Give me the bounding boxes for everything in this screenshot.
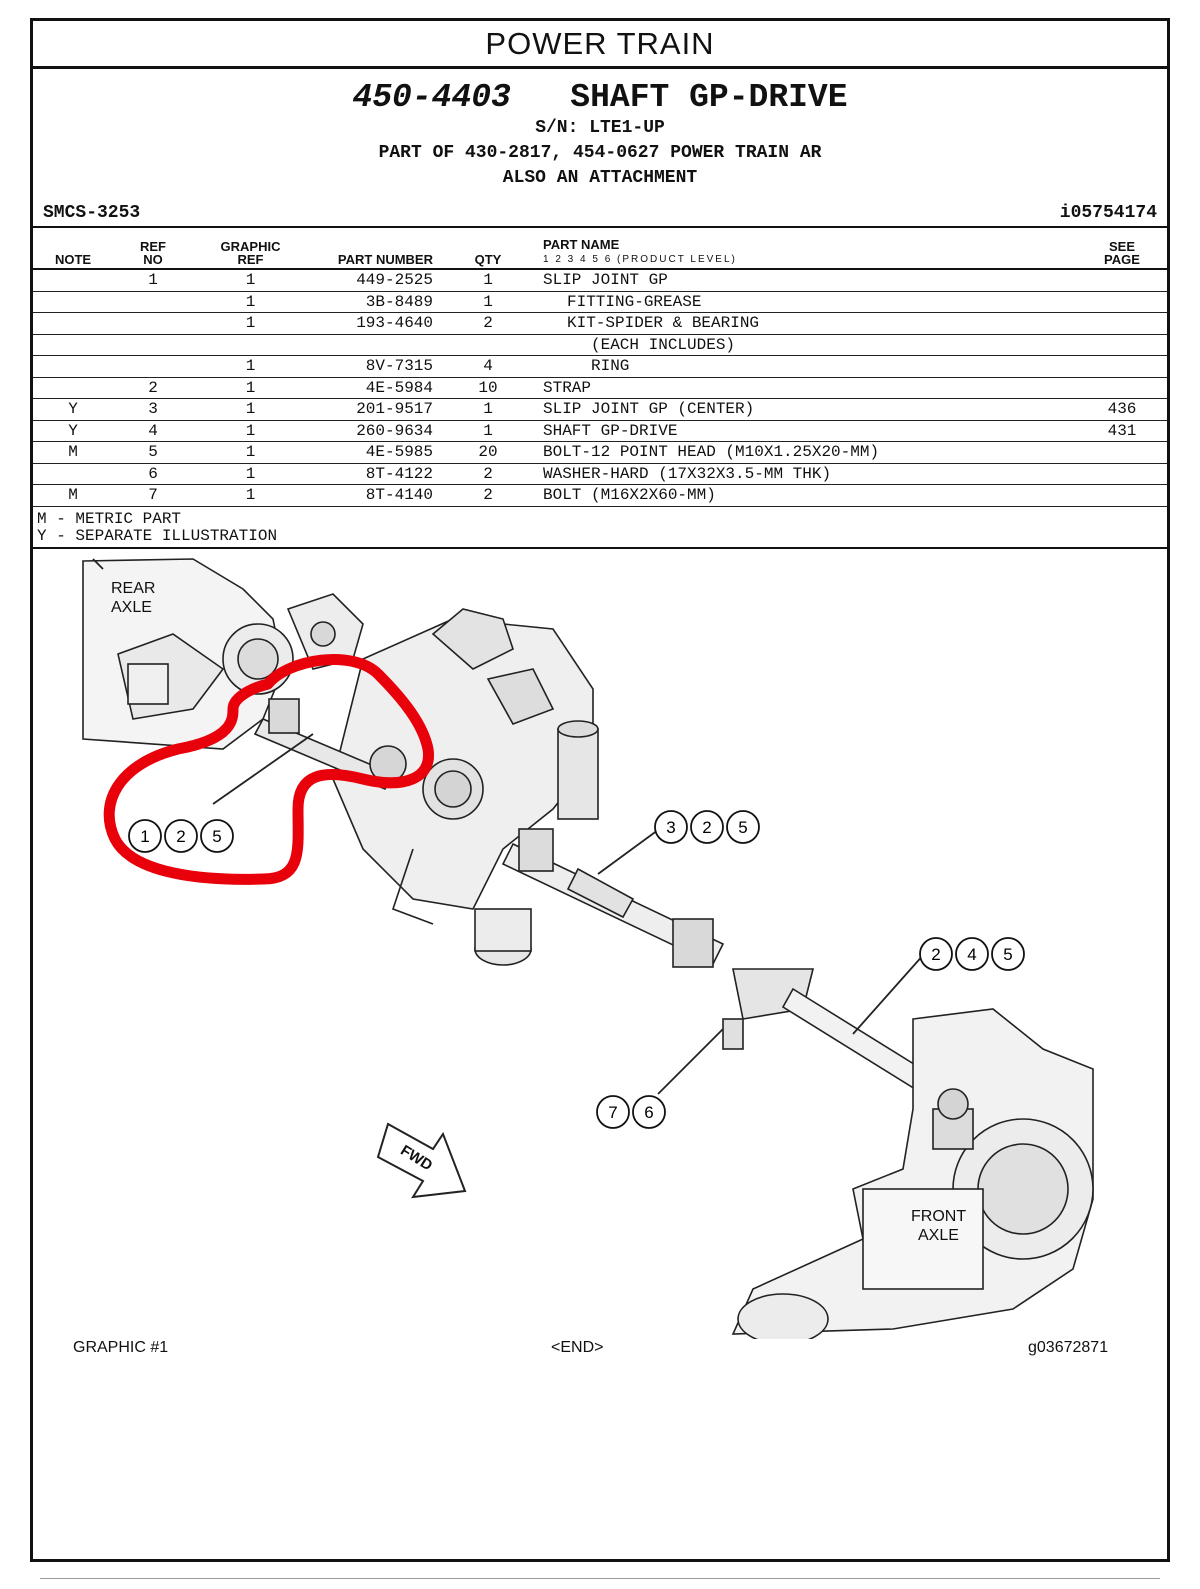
cell-part-number: 193-4640 [308, 313, 433, 335]
cell-part-number: 4E-5985 [308, 442, 433, 464]
callout-number: 2 [931, 945, 941, 964]
part-of-line: PART OF 430-2817, 454-0627 POWER TRAIN AR [378, 143, 822, 163]
cell-part-name: SLIP JOINT GP (CENTER) [543, 399, 1077, 421]
cell-part-number: 3B-8489 [308, 291, 433, 313]
cell-qty: 1 [433, 399, 543, 421]
page-bottom-rule [40, 1578, 1160, 1579]
cell-part-number: 4E-5984 [308, 377, 433, 399]
fwd-label: FWD [397, 1141, 436, 1175]
cell-see-page [1077, 291, 1167, 313]
cell-qty: 1 [433, 291, 543, 313]
cell-see-page: 436 [1077, 399, 1167, 421]
parts-table-header [33, 227, 1167, 269]
callout-number: 4 [967, 945, 977, 964]
cell-graphic-ref: 1 [193, 485, 308, 507]
smcs-code: SMCS-3253 [43, 203, 141, 223]
cell-graphic-ref: 1 [193, 356, 308, 378]
cell-graphic-ref: 1 [193, 442, 308, 464]
cell-graphic-ref: 1 [193, 269, 308, 291]
table-row [33, 485, 1167, 507]
callout-number: 2 [702, 818, 712, 837]
cell-part-name: BOLT-12 POINT HEAD (M10X1.25X20-MM) [543, 442, 1077, 464]
cell-ref-no: 6 [113, 463, 193, 485]
table-row [33, 291, 1167, 313]
table-row [33, 399, 1167, 421]
col-graphic-ref: GRAPHIC REF [193, 227, 308, 269]
cell-ref-no [113, 356, 193, 378]
product-level: 1 2 3 4 5 6 (PRODUCT LEVEL) [543, 254, 737, 265]
cell-see-page [1077, 269, 1167, 291]
parts-sheet [30, 18, 1170, 1562]
callout-number: 6 [644, 1103, 654, 1122]
rear-axle-label-2: AXLE [111, 599, 152, 616]
cell-note: M [33, 485, 113, 507]
table-row [33, 356, 1167, 378]
cell-part-number: 449-2525 [308, 269, 433, 291]
col-part-name: PART NAME 1 2 3 4 5 6 (PRODUCT LEVEL) [543, 227, 1077, 269]
callout-number: 5 [738, 818, 748, 837]
cell-part-number [308, 334, 433, 356]
cell-qty: 2 [433, 313, 543, 335]
callout-number: 2 [176, 827, 186, 846]
attachment-line: ALSO AN ATTACHMENT [502, 168, 698, 188]
col-ref-no: REF NO [113, 227, 193, 269]
cell-ref-no [113, 334, 193, 356]
cell-see-page [1077, 485, 1167, 507]
col-note: NOTE [33, 227, 113, 269]
end-marker: <END> [551, 1339, 604, 1356]
cell-part-name: BOLT (M16X2X60-MM) [543, 485, 1077, 507]
cell-qty: 20 [433, 442, 543, 464]
cell-part-name: (EACH INCLUDES) [543, 334, 1077, 356]
cell-part-number: 260-9634 [308, 420, 433, 442]
cell-part-name: SLIP JOINT GP [543, 269, 1077, 291]
cell-part-number: 8T-4140 [308, 485, 433, 507]
graphic-id: g03672871 [1028, 1339, 1109, 1356]
table-row [33, 463, 1167, 485]
table-row [33, 313, 1167, 335]
cell-ref-no [113, 291, 193, 313]
cell-note [33, 291, 113, 313]
cell-ref-no: 2 [113, 377, 193, 399]
cell-note [33, 269, 113, 291]
illustration-ref: i05754174 [1059, 203, 1157, 223]
cell-note: M [33, 442, 113, 464]
callout-number: 5 [1003, 945, 1013, 964]
drive-shaft-illustration [33, 549, 1167, 1339]
group-name: SHAFT GP-DRIVE [570, 79, 848, 116]
cell-see-page [1077, 463, 1167, 485]
callout-number: 5 [212, 827, 222, 846]
col-part-number: PART NUMBER [308, 227, 433, 269]
graphic-label: GRAPHIC #1 [73, 1339, 169, 1356]
cell-qty: 1 [433, 420, 543, 442]
cell-graphic-ref [193, 334, 308, 356]
cell-part-name: KIT-SPIDER & BEARING [543, 313, 1077, 335]
cell-ref-no: 7 [113, 485, 193, 507]
legend [37, 511, 277, 545]
callout-number: 1 [140, 827, 150, 846]
cell-note: Y [33, 399, 113, 421]
cell-note [33, 313, 113, 335]
col-see-page: SEE PAGE [1077, 227, 1167, 269]
cell-ref-no [113, 313, 193, 335]
sheet-title: POWER TRAIN [33, 21, 1167, 69]
legend-metric: M - METRIC PART [37, 510, 182, 528]
cell-see-page [1077, 442, 1167, 464]
cell-see-page [1077, 313, 1167, 335]
group-number: 450-4403 [352, 79, 511, 116]
cell-part-name: FITTING-GREASE [543, 291, 1077, 313]
cell-part-number: 201-9517 [308, 399, 433, 421]
cell-note [33, 463, 113, 485]
cell-see-page [1077, 356, 1167, 378]
transmission-drawing [333, 609, 598, 965]
cell-see-page: 431 [1077, 420, 1167, 442]
cell-part-number: 8V-7315 [308, 356, 433, 378]
cell-note: Y [33, 420, 113, 442]
cell-part-name: RING [543, 356, 1077, 378]
cell-note [33, 356, 113, 378]
cell-qty: 1 [433, 269, 543, 291]
cell-graphic-ref: 1 [193, 377, 308, 399]
cell-see-page [1077, 377, 1167, 399]
callout-number: 7 [608, 1103, 618, 1122]
cell-ref-no: 5 [113, 442, 193, 464]
table-row [33, 442, 1167, 464]
cell-note [33, 334, 113, 356]
legend-separate: Y - SEPARATE ILLUSTRATION [37, 527, 278, 545]
callout-number: 3 [666, 818, 676, 837]
table-row [33, 334, 1167, 356]
table-row [33, 269, 1167, 291]
cell-qty: 2 [433, 485, 543, 507]
cell-graphic-ref: 1 [193, 291, 308, 313]
cell-qty: 10 [433, 377, 543, 399]
serial-range: S/N: LTE1-UP [535, 118, 665, 138]
front-axle-label: FRONT [911, 1208, 967, 1225]
col-qty: QTY [433, 227, 543, 269]
cell-graphic-ref: 1 [193, 399, 308, 421]
cell-qty: 4 [433, 356, 543, 378]
cell-part-name: WASHER-HARD (17X32X3.5-MM THK) [543, 463, 1077, 485]
cell-qty: 2 [433, 463, 543, 485]
rear-axle-label: REAR [111, 580, 156, 597]
cell-part-name: STRAP [543, 377, 1077, 399]
cell-see-page [1077, 334, 1167, 356]
cell-part-name: SHAFT GP-DRIVE [543, 420, 1077, 442]
group-heading [33, 79, 1167, 116]
front-axle-label-2: AXLE [918, 1227, 959, 1244]
front-shaft-drawing [723, 969, 938, 1097]
cell-graphic-ref: 1 [193, 313, 308, 335]
table-row [33, 377, 1167, 399]
front-axle-drawing [733, 1009, 1093, 1339]
cell-part-number: 8T-4122 [308, 463, 433, 485]
cell-graphic-ref: 1 [193, 463, 308, 485]
parts-table [33, 226, 1167, 507]
cell-note [33, 377, 113, 399]
cell-ref-no: 4 [113, 420, 193, 442]
cell-ref-no: 1 [113, 269, 193, 291]
cell-qty [433, 334, 543, 356]
center-slip-joint-drawing [503, 829, 723, 967]
table-row [33, 420, 1167, 442]
cell-graphic-ref: 1 [193, 420, 308, 442]
cell-ref-no: 3 [113, 399, 193, 421]
